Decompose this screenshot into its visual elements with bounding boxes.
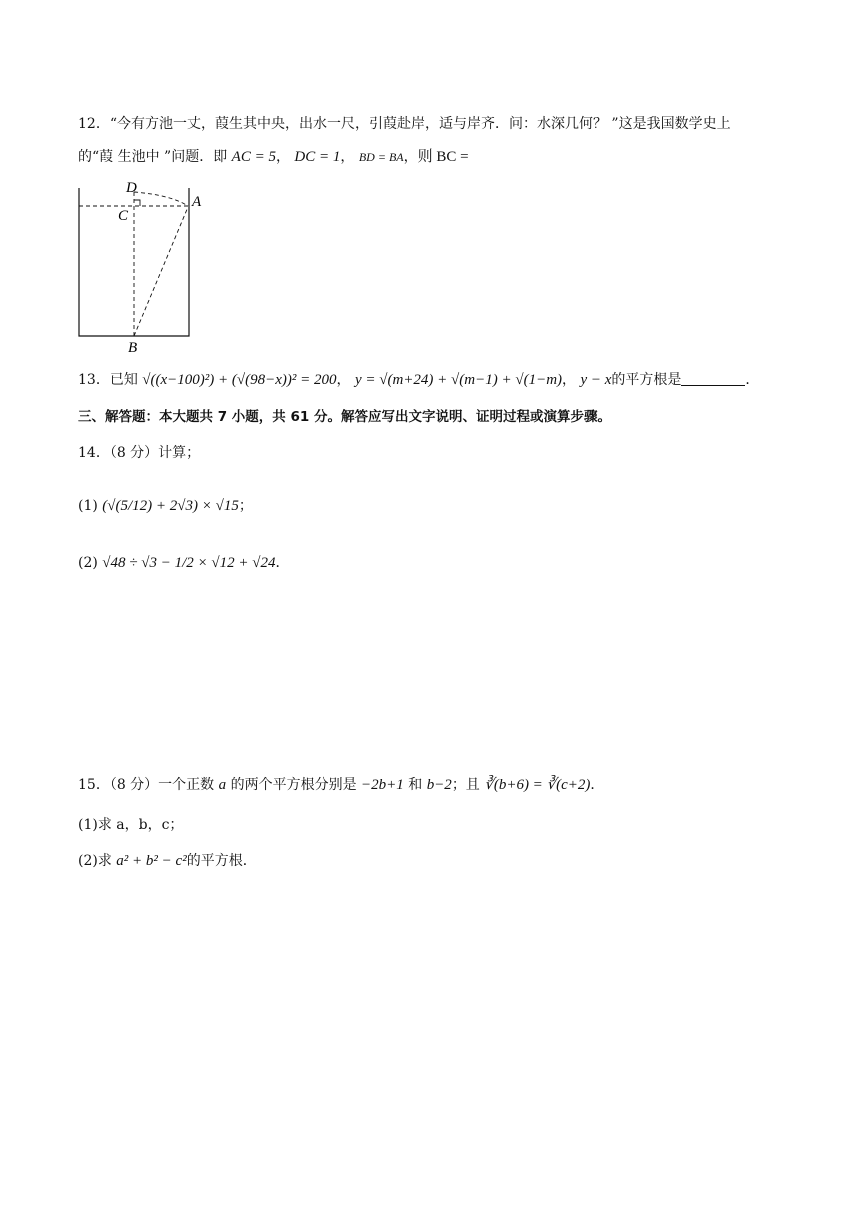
q15-expr1: −2b+1 — [361, 777, 404, 793]
q15-mid1: 的两个平方根分别是 — [230, 777, 357, 793]
q13-eq1: √((x−100)²) + (√(98−x))² = 200 — [142, 372, 337, 388]
label-a: A — [192, 194, 202, 210]
reed-arc — [134, 192, 188, 206]
reed-line-ba — [134, 207, 188, 336]
q13-line: 13．已知 √((x−100)²) + (√(98−x))² = 200， y = √(m+24) + √(m−1) + √(1−m)， y − x的平方根是 ． — [78, 372, 760, 388]
q14-part2: (2) √48 ÷ √3 − 1/2 × √12 + √24． — [78, 555, 290, 571]
q15-part1: (1)求 a，b，c； — [78, 817, 184, 833]
q13-target: y − x — [580, 372, 612, 388]
q15-var-a: a — [218, 777, 227, 793]
q15-expr3: ∛(b+6) = ∛(c+2) — [484, 777, 591, 793]
q12-line1: 12．“今有方池一丈，葭生其中央，出水一尺，引葭赴岸，适与岸齐．问：水深几何？ ”这是我国数学史上 — [78, 116, 731, 132]
q15-part2-suffix: 的平方根． — [186, 853, 257, 869]
q12-line2: 的“葭 生池中 ”问题．即 AC = 5， DC = 1， BD = BA，则 BC = — [78, 149, 469, 165]
label-d: D — [126, 180, 137, 196]
q13-suffix: 的平方根是 — [611, 372, 682, 388]
q14-part1: (1) (√(5/12) + 2√3) × √15； — [78, 498, 253, 514]
section3-heading: 三、解答题：本大题共 7 小题，共 61 分。解答应写出文字说明、证明过程或演算步骤。 — [78, 409, 611, 425]
q15-part2 — [78, 851, 257, 871]
q15-expr2: b−2 — [426, 777, 452, 793]
q12-figure — [76, 178, 206, 358]
q14-part2-label: (2) — [78, 555, 98, 571]
q15-line: 15．（8 分）一个正数 a 的两个平方根分别是 −2b+1 和 b−2；且 ∛(b+6) = ∛(c+2)． — [78, 777, 605, 793]
q12-cond-bd: BD = BA — [358, 150, 404, 164]
q12-line2-prefix: 的“葭 生池中 ”问题．即 — [78, 149, 228, 165]
q15-mid3: ；且 — [451, 777, 480, 793]
q14-part1-label: (1) — [78, 498, 98, 514]
q14-title: 14．（8 分）计算； — [78, 445, 201, 461]
q15-mid2: 和 — [408, 777, 423, 793]
q12-ask: 则 BC = — [417, 149, 469, 165]
label-b: B — [128, 340, 138, 356]
q12-cond-ac: AC = 5 — [231, 149, 276, 165]
q12-cond-dc: DC = 1 — [294, 149, 341, 165]
q13-prefix: 13．已知 — [78, 372, 138, 388]
q15-part2-prefix: (2)求 — [78, 853, 112, 869]
q13-answer-blank — [681, 371, 745, 386]
q13-eq2: y = √(m+24) + √(m−1) + √(1−m) — [354, 372, 563, 388]
label-c: C — [118, 208, 129, 224]
q15-part2-expr: a² + b² − c² — [116, 853, 187, 869]
right-angle-mark — [134, 200, 140, 206]
q14-part2-expr: √48 ÷ √3 − 1/2 × √12 + √24 — [102, 555, 276, 571]
q14-part1-expr: (√(5/12) + 2√3) × √15 — [102, 498, 239, 514]
q15-title: 15．（8 分）一个正数 — [78, 777, 215, 793]
